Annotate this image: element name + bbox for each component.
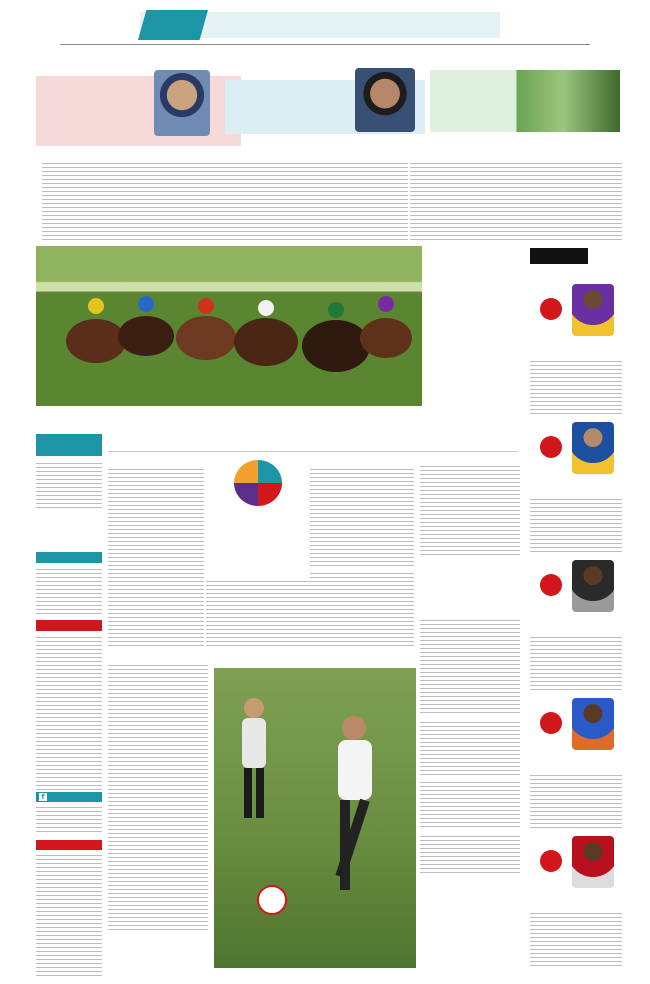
player-photo [572,836,614,888]
rank-badge [540,298,562,320]
story-text [108,662,208,932]
page-header [0,8,650,44]
saqlain-photo [154,70,210,136]
horse-racing-photo [36,246,422,406]
training-photo [214,668,416,968]
golf-photo [430,70,620,132]
forbes-player [530,694,622,830]
main-text-col3 [310,570,414,646]
story-text [290,160,408,240]
story-text [420,617,520,713]
horses-illustration [36,246,422,406]
forbes-player [530,556,622,692]
forbes-logo [530,248,588,264]
epl-story [108,654,208,974]
story-body [424,294,516,368]
main-quote [310,466,414,566]
rank-badge [540,712,562,734]
football-title-bar [36,620,102,631]
player-text [530,358,622,414]
story-text [420,833,520,873]
forbes-header [522,248,622,272]
t20-emblem [234,460,282,506]
story-text [410,160,490,240]
players-illustration [214,668,416,968]
record-title [36,434,102,456]
left-sidebar [36,408,102,978]
player-text [530,496,622,552]
player-photo [572,560,614,612]
horse-racing-story [424,290,516,402]
page-number-badge [138,10,208,40]
top-story-kyrgios [225,64,430,144]
story-text [420,719,520,775]
rank-badge [540,850,562,872]
story-text [42,160,182,240]
forbes-player [530,280,622,416]
mancity-practice [214,654,416,974]
forbes-list [530,280,622,980]
kyrgios-photo [355,68,415,132]
player-photo [572,698,614,750]
main-text-col2 [206,578,310,646]
top-story-pga [430,60,620,146]
header-rule [60,44,590,45]
tv-schedule [36,852,102,976]
tv-title [36,840,102,850]
story-bg [36,76,241,146]
story-text [420,463,520,555]
rank-badge [540,574,562,596]
england-story [420,458,520,978]
pull-quote [420,559,520,615]
story-text [586,160,622,240]
forbes-player [530,832,622,972]
player-photo [572,284,614,336]
forbes-player [530,418,622,554]
today-text [36,566,102,614]
player-photo [572,422,614,474]
story-text [420,779,520,829]
rank-badge [540,436,562,458]
player-text [530,772,622,828]
facebook-list [36,804,102,834]
player-text [530,634,622,690]
story-text [490,160,586,240]
facebook-icon: f [39,793,47,801]
top-story-shakib [36,56,241,146]
football-list [36,634,102,790]
player-text [530,910,622,966]
record-text [36,460,102,510]
main-story-header [108,412,518,452]
story-text [182,160,290,240]
today-title [36,552,102,563]
main-text-col1 [108,466,204,646]
t20-logo [206,458,310,570]
